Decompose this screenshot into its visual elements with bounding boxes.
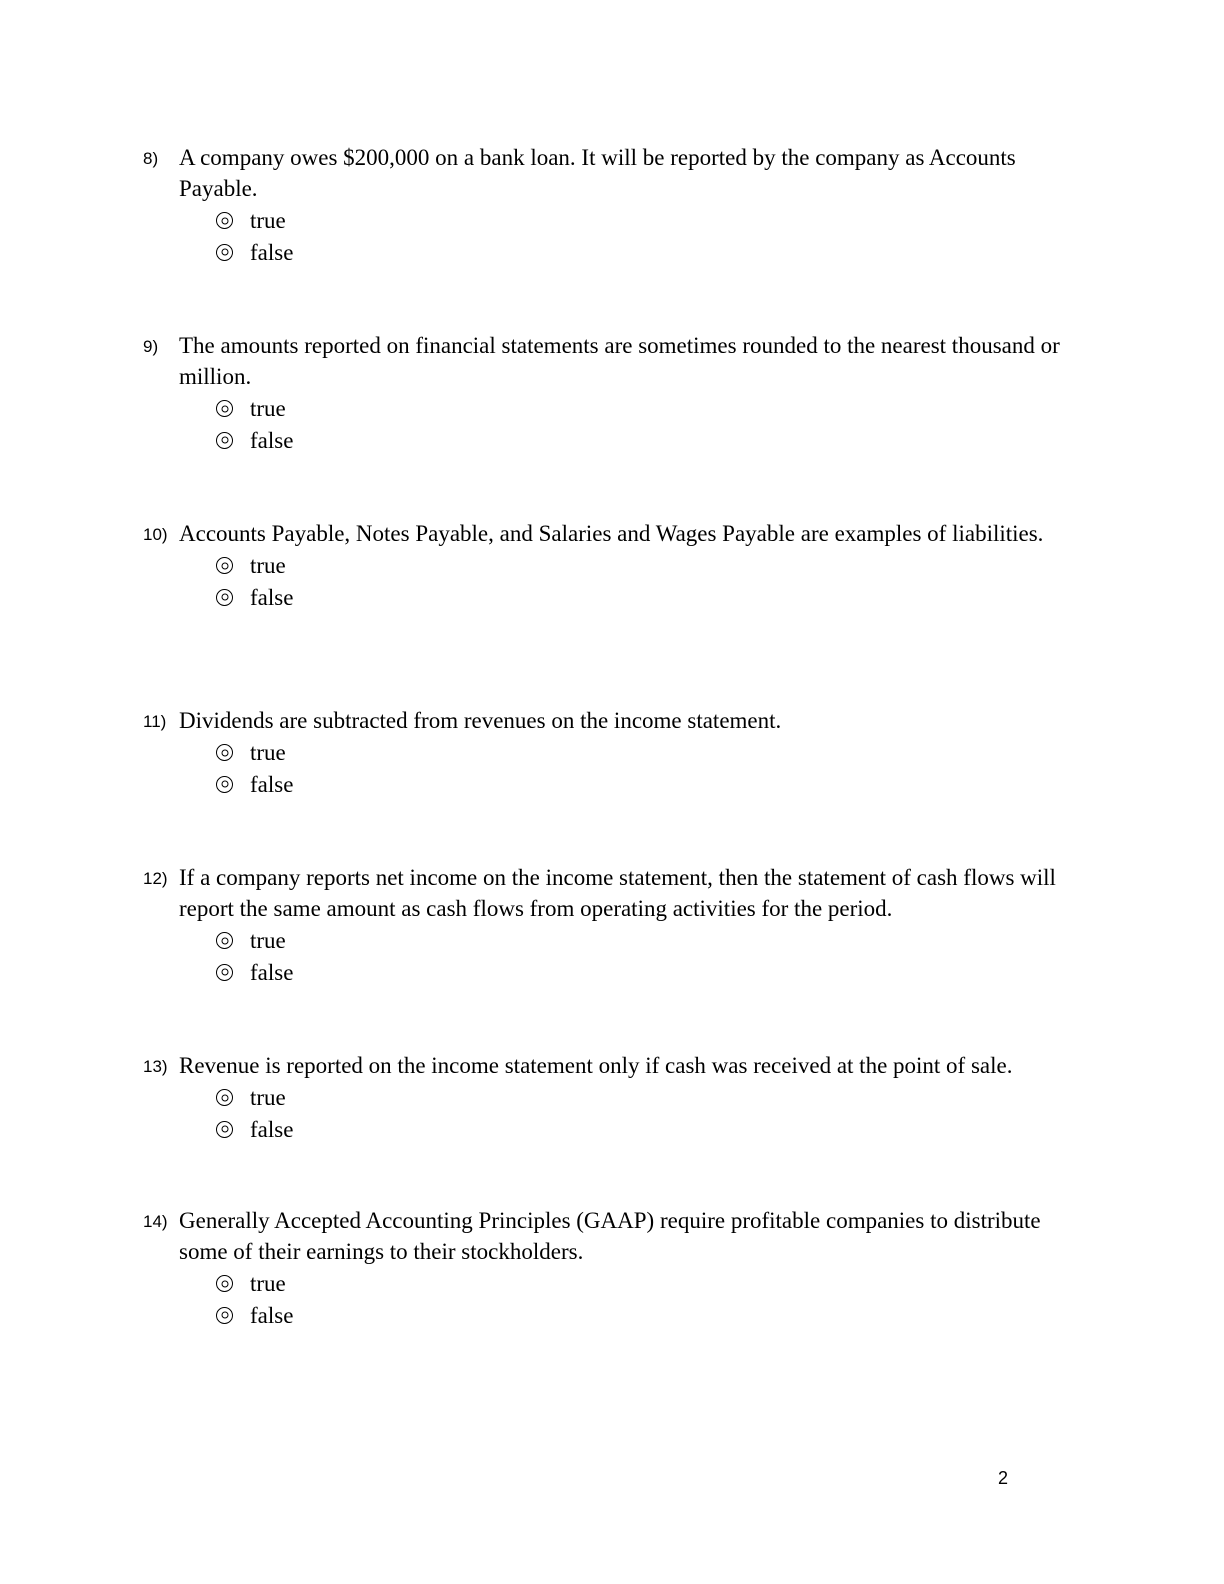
question-number: 12) bbox=[143, 869, 168, 888]
question-8 bbox=[143, 142, 1083, 268]
question-number: 8) bbox=[143, 149, 159, 168]
option-true[interactable] bbox=[216, 205, 1083, 237]
answer-options bbox=[216, 550, 1083, 613]
option-false[interactable] bbox=[216, 1114, 1083, 1146]
question-prompt: The amounts reported on financial statements are sometimes rounded to the nearest thousand or million. bbox=[179, 333, 1060, 389]
question-number: 13) bbox=[143, 1057, 168, 1076]
question-text bbox=[143, 1050, 1083, 1081]
question-text bbox=[143, 705, 1083, 736]
answer-options bbox=[216, 393, 1083, 456]
question-11 bbox=[143, 705, 1083, 800]
option-label: false bbox=[250, 584, 294, 610]
option-label: true bbox=[250, 208, 286, 234]
option-true[interactable] bbox=[216, 550, 1083, 582]
option-false[interactable] bbox=[216, 769, 1083, 801]
option-label: true bbox=[250, 928, 286, 954]
answer-options bbox=[216, 1268, 1083, 1331]
question-text bbox=[143, 330, 1083, 392]
option-false[interactable] bbox=[216, 957, 1083, 989]
question-number: 10) bbox=[143, 525, 168, 544]
option-label: true bbox=[250, 396, 286, 422]
radio-button-icon[interactable] bbox=[216, 1089, 233, 1106]
radio-button-icon[interactable] bbox=[216, 1121, 233, 1138]
question-number: 14) bbox=[143, 1212, 168, 1231]
question-number: 9) bbox=[143, 337, 159, 356]
question-prompt: If a company reports net income on the income statement, then the statement of cash flows will report the same amount as cash flows from operating activities for the period. bbox=[179, 865, 1056, 921]
question-prompt: Generally Accepted Accounting Principles (GAAP) require profitable companies to distribute some of their earnings to their stockholders. bbox=[179, 1208, 1041, 1264]
option-true[interactable] bbox=[216, 925, 1083, 957]
radio-button-icon[interactable] bbox=[216, 744, 233, 761]
option-label: false bbox=[250, 771, 294, 797]
question-number: 11) bbox=[143, 712, 167, 731]
option-false[interactable] bbox=[216, 237, 1083, 269]
question-9 bbox=[143, 330, 1083, 456]
question-prompt: Dividends are subtracted from revenues on the income statement. bbox=[179, 708, 782, 733]
option-label: true bbox=[250, 740, 286, 766]
radio-button-icon[interactable] bbox=[216, 776, 233, 793]
option-true[interactable] bbox=[216, 1082, 1083, 1114]
radio-button-icon[interactable] bbox=[216, 964, 233, 981]
option-true[interactable] bbox=[216, 1268, 1083, 1300]
question-14 bbox=[143, 1205, 1083, 1331]
question-text bbox=[143, 1205, 1083, 1267]
question-prompt: Revenue is reported on the income statement only if cash was received at the point of sale. bbox=[179, 1053, 1013, 1078]
question-12 bbox=[143, 862, 1083, 988]
option-label: false bbox=[250, 239, 294, 265]
option-label: true bbox=[250, 1271, 286, 1297]
radio-button-icon[interactable] bbox=[216, 212, 233, 229]
question-prompt: Accounts Payable, Notes Payable, and Salaries and Wages Payable are examples of liabilities. bbox=[179, 521, 1044, 546]
question-text bbox=[143, 862, 1083, 924]
page-number: 2 bbox=[998, 1468, 1009, 1488]
radio-button-icon[interactable] bbox=[216, 1275, 233, 1292]
answer-options bbox=[216, 925, 1083, 988]
answer-options bbox=[216, 205, 1083, 268]
answer-options bbox=[216, 1082, 1083, 1145]
question-10 bbox=[143, 518, 1083, 613]
option-label: true bbox=[250, 1085, 286, 1111]
option-label: false bbox=[250, 427, 294, 453]
question-prompt: A company owes $200,000 on a bank loan. It will be reported by the company as Accounts Payable. bbox=[179, 145, 1016, 201]
radio-button-icon[interactable] bbox=[216, 1307, 233, 1324]
radio-button-icon[interactable] bbox=[216, 432, 233, 449]
option-false[interactable] bbox=[216, 425, 1083, 457]
question-text bbox=[143, 518, 1083, 549]
option-true[interactable] bbox=[216, 393, 1083, 425]
radio-button-icon[interactable] bbox=[216, 932, 233, 949]
radio-button-icon[interactable] bbox=[216, 244, 233, 261]
radio-button-icon[interactable] bbox=[216, 589, 233, 606]
option-false[interactable] bbox=[216, 1300, 1083, 1332]
answer-options bbox=[216, 737, 1083, 800]
question-text bbox=[143, 142, 1083, 204]
question-13 bbox=[143, 1050, 1083, 1145]
option-label: false bbox=[250, 1116, 294, 1142]
option-true[interactable] bbox=[216, 737, 1083, 769]
option-label: false bbox=[250, 1302, 294, 1328]
option-label: false bbox=[250, 959, 294, 985]
option-false[interactable] bbox=[216, 582, 1083, 614]
option-label: true bbox=[250, 553, 286, 579]
radio-button-icon[interactable] bbox=[216, 557, 233, 574]
radio-button-icon[interactable] bbox=[216, 400, 233, 417]
